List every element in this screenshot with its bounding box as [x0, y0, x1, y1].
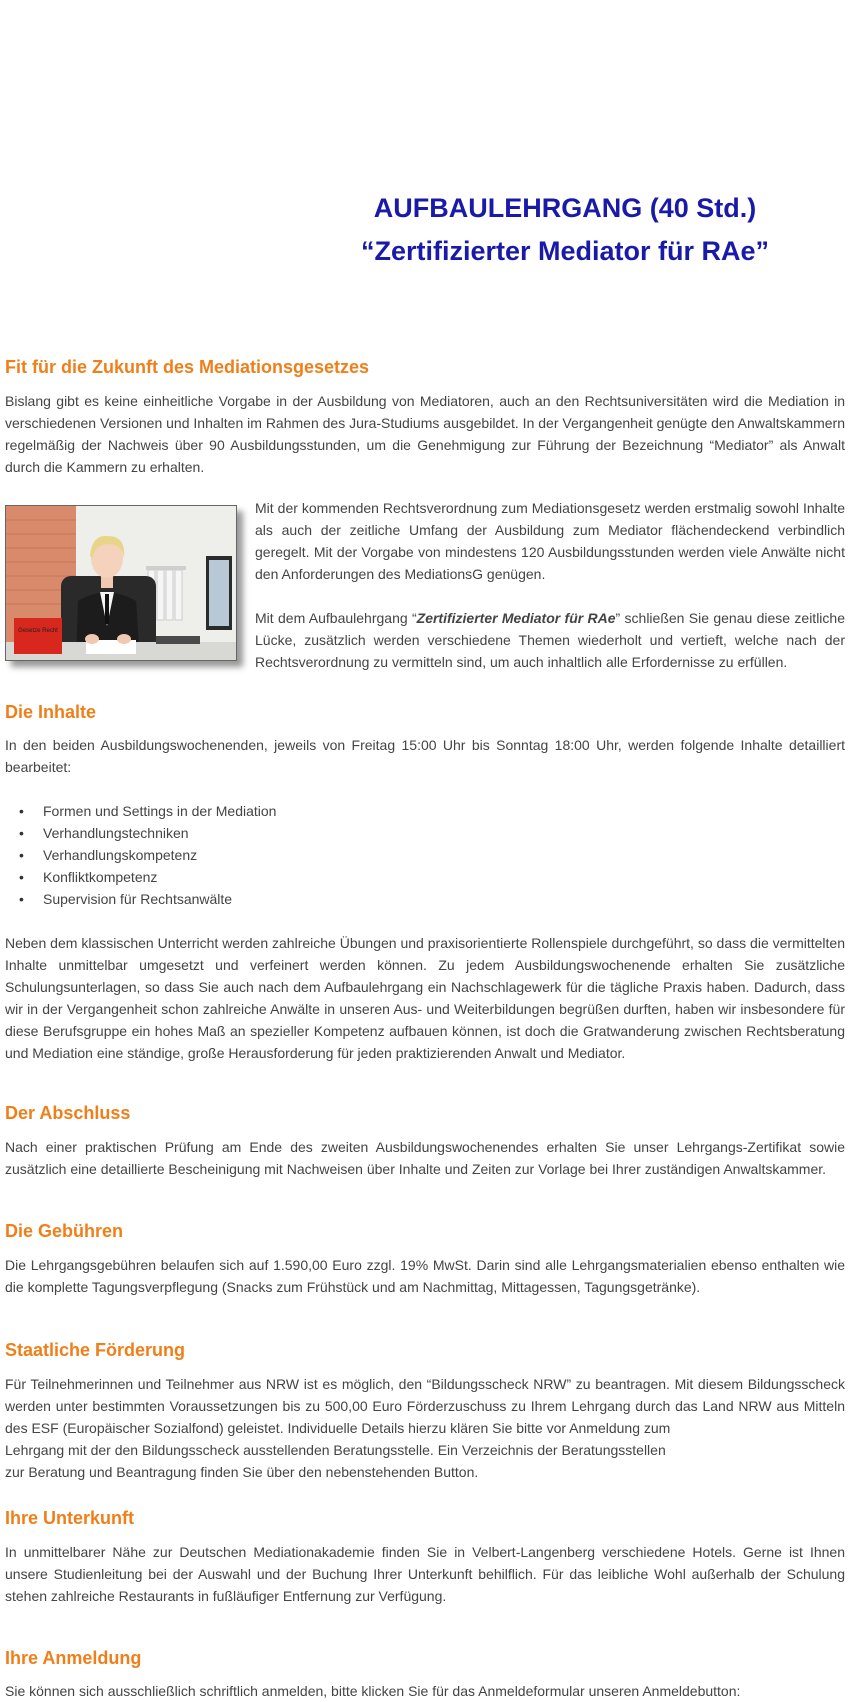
text-verordnung-2-prefix: Mit dem Aufbaulehrgang “	[255, 610, 417, 626]
section-verordnung	[255, 497, 845, 585]
text-unterkunft: In unmittelbarer Nähe zur Deutschen Mediationakademie finden Sie in Velbert-Langenberg verschiedene Hotels. Gerne ist Ihnen unsere Studienleitung bei der Auswahl und der Buchung Ihrer Unterkunft behilflich. Für das leibliche Wohl außerhalb der Schulung stehen zahlreiche Restaurants in fußläufiger Entfernung zur Verfügung.	[5, 1544, 845, 1604]
text-anmeldung: Sie können sich ausschließlich schriftlich anmelden, bitte klicken Sie für das Anmeldeformular unseren Anmeldebutton:	[5, 1683, 741, 1699]
list-item: • Formen und Settings in der Mediation	[43, 800, 845, 822]
photo-illustration	[6, 506, 236, 660]
text-foerderung-1: Für Teilnehmerinnen und Teilnehmer aus NRW ist es möglich, den “Bildungsscheck NRW” zu beantragen. Mit diesem Bildungsscheck werden unter bestimmten Voraussetzungen bis zu 500,00 Euro Förderzuschuss zu Ihrem Lehrgang durch das Land NRW aus Mitteln des ESF (Europäischer Sozialfond) geleistet. Individuelle Details hierzu klären Sie bitte vor Anmeldung zum	[5, 1376, 845, 1436]
section-gebuehren-body	[5, 1254, 845, 1298]
text-verordnung-2	[255, 607, 845, 673]
text-verordnung-2-suffix: ” schließen Sie genau diese zeitliche Lücke, zusätzlich werden verschiedene Themen wiederholt und vertieft, welche nach der Rechtsverordnung zu vermitteln sind, um auch inhaltlich alle Erfordernisse zu erfüllen.	[255, 610, 845, 670]
text-gebuehren: Die Lehrgangsgebühren belaufen sich auf 1.590,00 Euro zzgl. 19% MwSt. Darin sind alle Lehrgangsmaterialien ebenso enthalten wie die komplette Tagungsverpflegung (Snacks zum Frühstück und am Nachmittag, Mittagessen, Tagungsgetränke).	[5, 1257, 845, 1295]
section-zukunft-body	[5, 390, 845, 478]
text-inhalte-intro: In den beiden Ausbildungswochenenden, jeweils von Freitag 15:00 Uhr bis Sonntag 18:00 Uhr, werden folgende Inhalte detailliert bearbeitet:	[5, 737, 845, 775]
list-item: • Verhandlungskompetenz	[43, 844, 845, 866]
section-gebuehren	[5, 1218, 845, 1244]
text-foerderung-3: zur Beratung und Beantragung finden Sie über den nebenstehenden Button.	[5, 1464, 479, 1480]
section-abschluss-body	[5, 1136, 845, 1180]
text-verordnung-2-emph: Zertifizierter Mediator für RAe	[416, 610, 616, 626]
section-inhalte-list	[5, 800, 845, 910]
section-inhalte	[5, 699, 845, 725]
heading-abschluss: Der Abschluss	[5, 1103, 131, 1123]
section-foerderung-body-2	[5, 1439, 705, 1483]
heading-zukunft: Fit für die Zukunft des Mediationsgesetzes	[5, 357, 370, 377]
heading-foerderung: Staatliche Förderung	[5, 1340, 186, 1360]
text-verordnung-1: Mit der kommenden Rechtsverordnung zum Mediationsgesetz werden erstmalig sowohl Inhalte als auch der zeitliche Umfang der Ausbildung zum Mediator flächendeckend verbindlich geregelt. Mit der Vorgabe von mindestens 120 Ausbildungsstunden werden viele Anwälte nicht den Anforderungen des MediationsG genügen.	[255, 500, 845, 582]
section-unterkunft	[5, 1505, 845, 1531]
book-label: Gesetze Recht	[18, 628, 58, 634]
list-item: • Supervision für Rechtsanwälte	[43, 888, 845, 910]
section-anmeldung-body	[5, 1680, 845, 1702]
list-item: • Verhandlungstechniken	[43, 822, 845, 844]
heading-unterkunft: Ihre Unterkunft	[5, 1508, 135, 1528]
section-inhalte-body	[5, 932, 845, 1064]
photo-lawyer	[5, 505, 237, 661]
section-verordnung-2	[255, 607, 845, 673]
section-inhalte-intro	[5, 734, 845, 778]
page-subtitle: “Zertifizierter Mediator für RAe”	[360, 236, 770, 266]
section-zukunft	[5, 354, 845, 380]
page-title: AUFBAULEHRGANG (40 Std.)	[373, 193, 757, 223]
section-anmeldung	[5, 1645, 845, 1671]
section-foerderung-body	[5, 1373, 845, 1439]
inhalte-list	[5, 800, 845, 910]
text-abschluss: Nach einer praktischen Prüfung am Ende des zweiten Ausbildungswochenendes erhalten Sie unser Lehrgangs-Zertifikat sowie zusätzlich eine detaillierte Bescheinigung mit Nachweisen über Inhalte und Zeiten zur Vorlage bei Ihrer zuständigen Anwaltskammer.	[5, 1139, 845, 1177]
list-item: • Konfliktkompetenz	[43, 866, 845, 888]
section-foerderung	[5, 1337, 845, 1363]
heading-gebuehren: Die Gebühren	[5, 1221, 124, 1241]
section-unterkunft-body	[5, 1541, 845, 1607]
section-abschluss	[5, 1100, 845, 1126]
heading-anmeldung: Ihre Anmeldung	[5, 1648, 142, 1668]
text-foerderung-2: Lehrgang mit der den Bildungsscheck ausstellenden Beratungsstelle. Ein Verzeichnis der Beratungsstellen	[5, 1442, 666, 1458]
text-zukunft: Bislang gibt es keine einheitliche Vorgabe in der Ausbildung von Mediatoren, auch an den Rechtsuniversitäten wird die Mediation in verschiedenen Versionen und Inhalten im Rahmen des Jura-Studiums ausgebildet. In der Vergangenheit genügte den Anwaltskammern regelmäßig der Nachweis über 90 Ausbildungsstunden, um die Genehmigung zur Führung der Bezeichnung “Mediator” als Anwalt durch die Kammern zu erhalten.	[5, 393, 845, 475]
heading-inhalte: Die Inhalte	[5, 702, 97, 722]
text-inhalte: Neben dem klassischen Unterricht werden zahlreiche Übungen und praxisorientierte Rollenspiele durchgeführt, so dass die vermittelten Inhalte unmittelbar umgesetzt und verfeinert werden können. Zu jedem Ausbildungswochenende erhalten Sie zusätzliche Schulungsunterlagen, so dass Sie auch nach dem Aufbaulehrgang ein Nachschlagewerk für die tägliche Praxis haben. Dadurch, dass wir in der Vergangenheit schon zahlreiche Anwälte in unseren Aus- und Weiterbildungen begrüßen durften, haben wir insbesondere für diese Berufsgruppe ein hohes Maß an spezieller Kompetenz aufbauen können, ist doch die Gratwanderung zwischen Rechtsberatung und Mediation eine ständige, große Herausforderung für jeden praktizierenden Anwalt und Mediator.	[5, 935, 845, 1061]
